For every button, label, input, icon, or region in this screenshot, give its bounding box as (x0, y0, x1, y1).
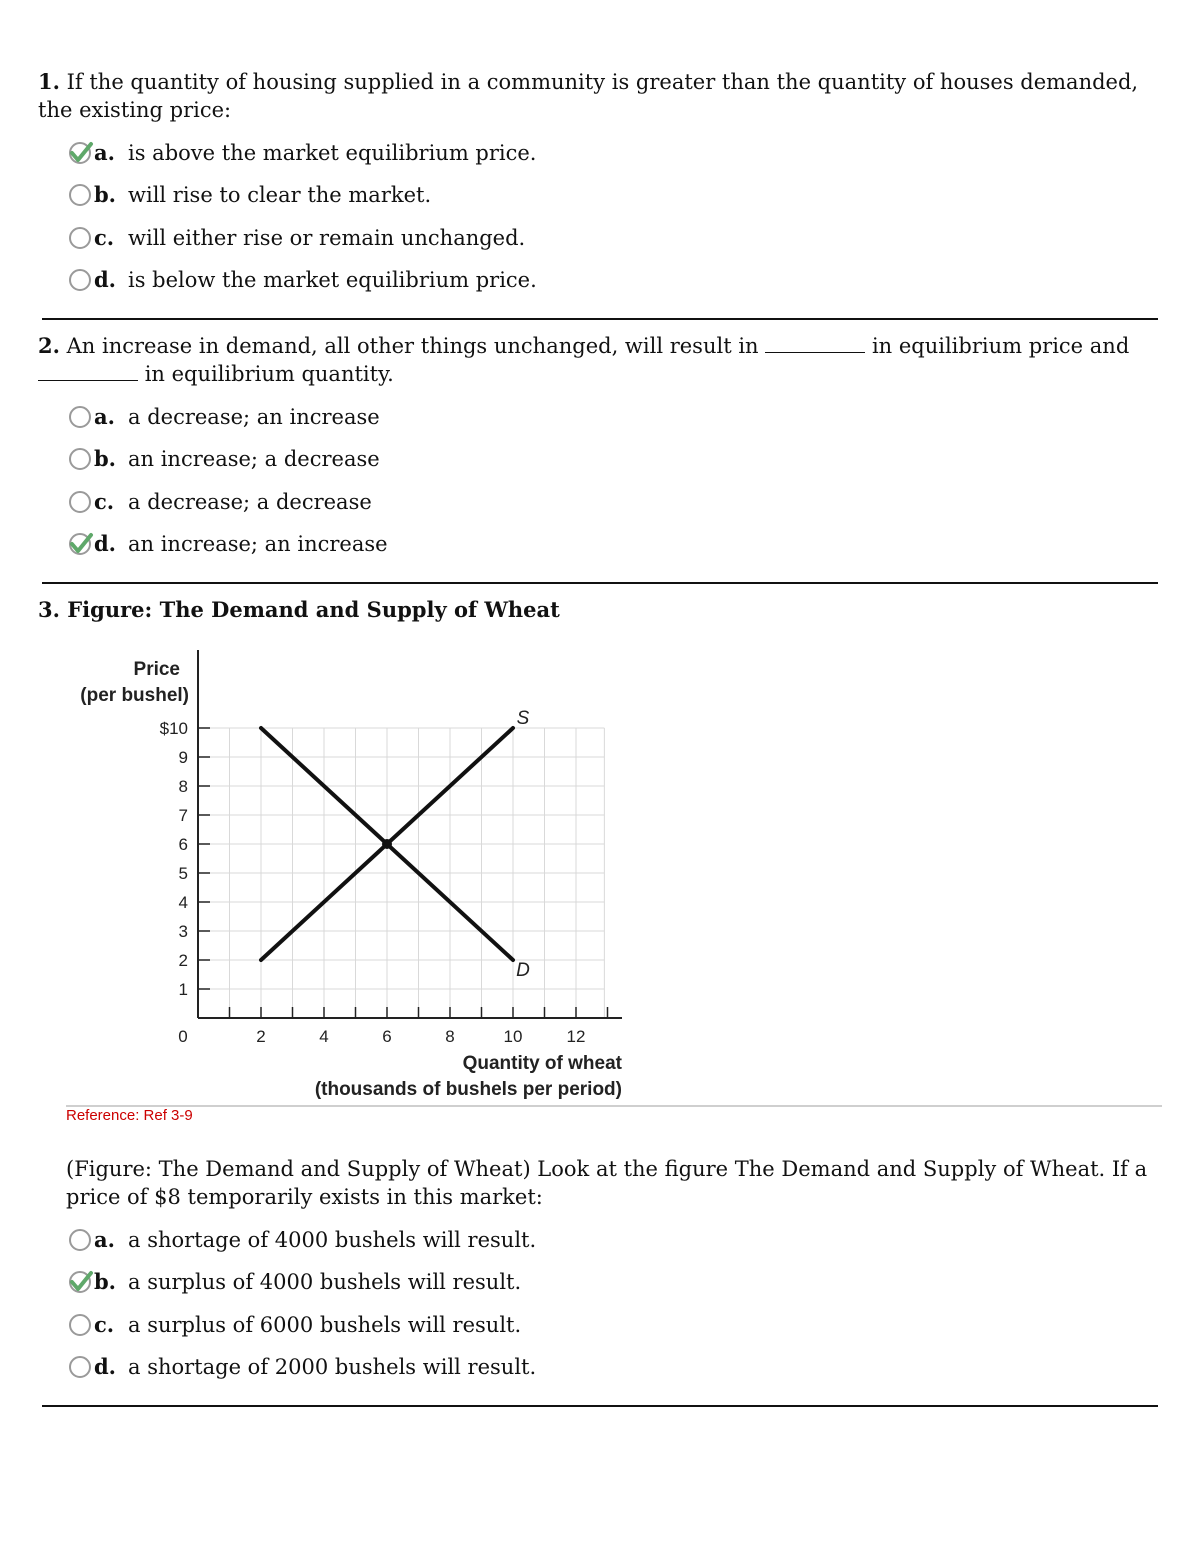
fill-in-blank (765, 334, 865, 353)
checkmark-icon (68, 531, 94, 557)
option-text: an increase; an increase (128, 532, 388, 556)
supply-label: S (516, 708, 530, 729)
x-tick-label: 4 (319, 1027, 329, 1046)
y-tick-label: 4 (178, 893, 188, 912)
question-3-text (66, 1155, 1166, 1211)
checkmark-icon (68, 1269, 94, 1295)
y-tick-label: 1 (178, 980, 188, 999)
divider (42, 318, 1158, 320)
radio-button-icon (68, 1354, 94, 1380)
divider (42, 582, 1158, 584)
x-axis-label-line1: Quantity of wheat (462, 1053, 622, 1074)
option-text: will either rise or remain unchanged. (128, 226, 526, 250)
answer-option[interactable] (68, 400, 380, 434)
y-tick-label: 7 (178, 806, 188, 825)
option-letter: d. (94, 531, 116, 556)
option-letter: c. (94, 1312, 115, 1337)
question-prompt-part3: in equilibrium quantity. (144, 362, 394, 386)
option-letter: c. (94, 225, 115, 250)
answer-option[interactable] (68, 221, 525, 255)
option-text: a shortage of 4000 bushels will result. (128, 1228, 537, 1252)
answer-option[interactable] (68, 178, 431, 212)
option-letter: d. (94, 1354, 116, 1379)
y-tick-label: 8 (178, 777, 188, 796)
y-axis-label-line1: Price (133, 659, 180, 680)
figure-title: Figure: The Demand and Supply of Wheat (67, 597, 560, 622)
option-letter: a. (94, 1227, 115, 1252)
question-prompt-part2: in equilibrium price and (871, 334, 1130, 358)
x-tick-label: 6 (382, 1027, 392, 1046)
answer-option[interactable] (68, 1223, 536, 1257)
answer-option[interactable] (68, 442, 380, 476)
option-letter: b. (94, 182, 116, 207)
radio-button-icon (68, 1312, 94, 1338)
x-tick-label: 10 (503, 1027, 523, 1046)
y-tick-label: 6 (178, 835, 188, 854)
question-1-text (38, 68, 1163, 124)
answer-option[interactable] (68, 136, 536, 170)
option-letter: c. (94, 489, 115, 514)
answer-option[interactable] (68, 263, 537, 297)
option-text: a surplus of 6000 bushels will result. (128, 1313, 522, 1337)
x-tick-label: 2 (256, 1027, 266, 1046)
fill-in-blank (38, 362, 138, 381)
option-letter: d. (94, 267, 116, 292)
option-text: is above the market equilibrium price. (128, 141, 537, 165)
radio-button-icon (68, 225, 94, 251)
answer-option[interactable] (68, 485, 372, 519)
origin-label: 0 (178, 1027, 188, 1046)
checkmark-icon (68, 140, 94, 166)
radio-button-icon (68, 267, 94, 293)
question-number: 1. (38, 69, 60, 94)
question-prompt-part1: An increase in demand, all other things unchanged, will result in (66, 334, 759, 358)
option-text: an increase; a decrease (128, 447, 380, 471)
y-tick-label: 2 (178, 951, 188, 970)
option-letter: b. (94, 1269, 116, 1294)
option-text: a decrease; a decrease (128, 490, 372, 514)
radio-button-icon (68, 404, 94, 430)
x-tick-label: 8 (445, 1027, 455, 1046)
question-number: 3. (38, 597, 60, 622)
figure-divider (66, 1105, 1162, 1107)
x-axis-label-line2: (thousands of bushels per period) (314, 1079, 622, 1100)
question-3-title (38, 596, 1163, 624)
divider (42, 1405, 1158, 1407)
option-letter: a. (94, 140, 115, 165)
question-2-text (38, 332, 1163, 388)
radio-button-icon (68, 182, 94, 208)
x-tick-label: 12 (566, 1027, 586, 1046)
radio-button-icon (68, 1227, 94, 1253)
answer-option[interactable] (68, 1265, 521, 1299)
option-letter: a. (94, 404, 115, 429)
reference-label: Reference: Ref 3-9 (66, 1107, 193, 1124)
y-tick-label: $10 (159, 719, 188, 738)
answer-option[interactable] (68, 1350, 536, 1384)
option-text: a decrease; an increase (128, 405, 380, 429)
option-letter: b. (94, 446, 116, 471)
question-prompt: If the quantity of housing supplied in a community is greater than the quantity of houses demanded, the existing price: (38, 70, 1139, 122)
option-text: a shortage of 2000 bushels will result. (128, 1355, 537, 1379)
y-tick-label: 5 (178, 864, 188, 883)
y-tick-label: 9 (178, 748, 188, 767)
option-text: will rise to clear the market. (128, 183, 432, 207)
answer-option[interactable] (68, 527, 388, 561)
option-text: is below the market equilibrium price. (128, 268, 537, 292)
y-tick-label: 3 (178, 922, 188, 941)
radio-button-icon (68, 489, 94, 515)
question-number: 2. (38, 333, 60, 358)
question-prompt: (Figure: The Demand and Supply of Wheat) Look at the figure The Demand and Supply of Wheat. If a price of $8 temporarily exists in this market: (66, 1157, 1148, 1209)
radio-button-icon (68, 446, 94, 472)
option-text: a surplus of 4000 bushels will result. (128, 1270, 522, 1294)
equilibrium-point (382, 839, 392, 849)
answer-option[interactable] (68, 1308, 521, 1342)
demand-supply-chart (0, 645, 660, 1105)
demand-label: D (516, 960, 530, 981)
y-axis-label-line2: (per bushel) (80, 685, 189, 706)
